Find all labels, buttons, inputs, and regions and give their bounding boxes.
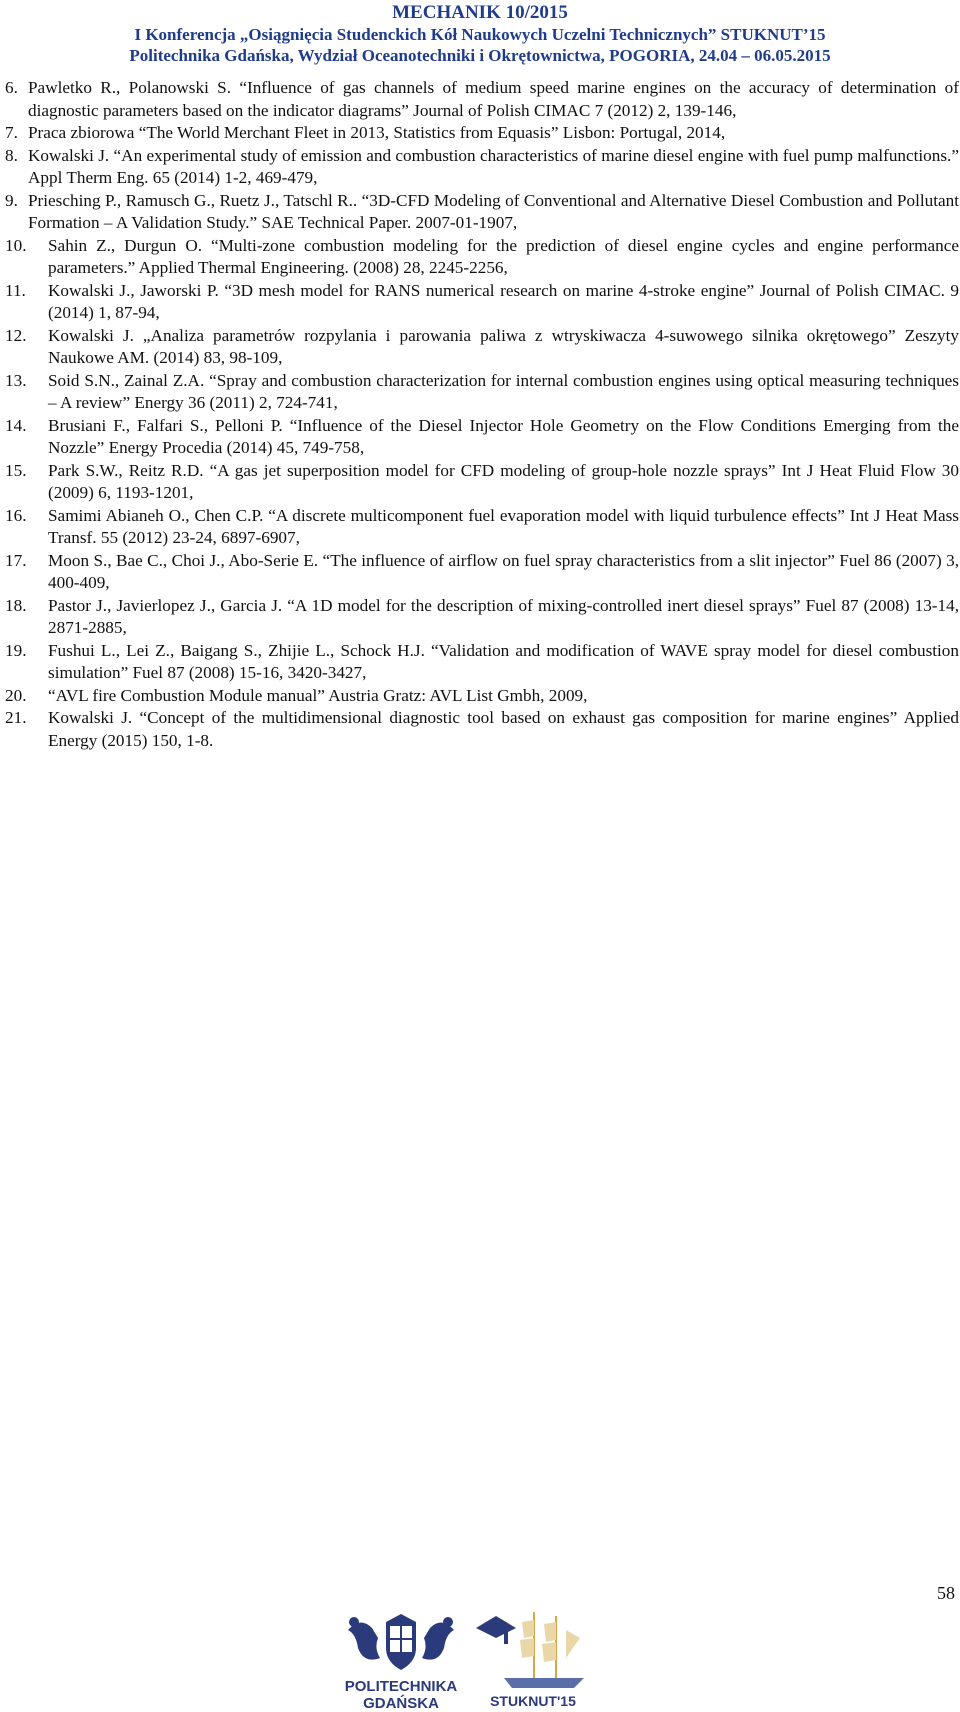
reference-text: Samimi Abianeh O., Chen C.P. “A discrete multicomponent fuel evaporation model with liquid turbulence effects” Int J Heat Mass Transf. 55 (2012) 23-24, 6897-6907, [48,505,959,547]
reference-text: Kowalski J., Jaworski P. “3D mesh model for RANS numerical research on marine 4-stroke engine” Journal of Polish CIMAC. 9 (2014) 1, 87-94, [48,280,959,322]
politechnika-gdanska-logo [332,1608,470,1712]
reference-item [5,685,959,708]
conference-venue: Politechnika Gdańska, Wydział Oceanotechniki i Okrętownictwa, POGORIA, 24.04 – 06.05.2015 [129,46,831,65]
reference-text: Park S.W., Reitz R.D. “A gas jet superposition model for CFD modeling of group-hole nozzle sprays” Int J Heat Fluid Flow 30 (2009) 6, 1193-1201, [48,460,959,502]
reference-number: 11. [5,280,26,300]
reference-number: 9. [5,190,18,210]
reference-number: 19. [5,640,27,660]
reference-text: Sahin Z., Durgun O. “Multi-zone combustion modeling for the prediction of diesel engine cycles and engine performance parameters.” Applied Thermal Engineering. (2008) 28, 2245-2256, [48,235,959,277]
reference-number: 18. [5,595,27,615]
reference-number: 13. [5,370,27,390]
reference-number: 7. [5,123,18,142]
conference-name: I Konferencja „Osiągnięcia Studenckich Kół Naukowych Uczelni Technicznych” STUKNUT’15 [134,25,826,44]
reference-number: 10. [5,235,27,255]
reference-item [5,370,959,415]
reference-text: “AVL fire Combustion Module manual” Austria Gratz: AVL List Gmbh, 2009, [48,685,588,705]
reference-number: 17. [5,550,27,570]
pg-emblem-icon [332,1608,470,1678]
reference-item [5,415,959,460]
reference-item [5,707,959,752]
reference-item [5,325,959,370]
page-header [0,2,960,66]
reference-item [5,235,959,280]
stuknut-logo [474,1608,592,1712]
reference-item [5,190,959,235]
reference-text: Pawletko R., Polanowski S. “Influence of gas channels of medium speed marine engines on the accuracy of determination of diagnostic parameters based on the indicator diagrams” Journal of Polish CIMAC 7 (2012) 2, 139-146, [28,78,959,120]
reference-item [5,505,959,550]
pg-logo-line1: POLITECHNIKA [344,1678,458,1695]
reference-number: 14. [5,415,27,435]
reference-number: 21. [5,708,27,727]
pg-logo-line2: GDAŃSKA [363,1695,439,1712]
journal-title: MECHANIK 10/2015 [392,2,568,23]
reference-item [5,595,959,640]
reference-text: Pastor J., Javierlopez J., Garcia J. “A 1D model for the description of mixing-controlled inert diesel sprays” Fuel 87 (2008) 13-14, 2871-2885, [48,595,959,637]
reference-item [5,550,959,595]
reference-text: Brusiani F., Falfari S., Pelloni P. “Influence of the Diesel Injector Hole Geometry on the Flow Conditions Emerging from the Nozzle” Energy Procedia (2014) 45, 749-758, [48,415,959,457]
ship-sails-icon [474,1608,592,1692]
reference-item [5,640,959,685]
reference-item [5,460,959,505]
reference-list [5,77,959,752]
reference-number: 16. [5,505,27,525]
reference-item [5,280,959,325]
reference-item [5,122,959,145]
reference-item [5,77,959,122]
reference-text: Kowalski J. “An experimental study of emission and combustion characteristics of marine diesel engine with fuel pump malfunctions.” Appl Therm Eng. 65 (2014) 1-2, 469-479, [28,145,959,187]
reference-text: Fushui L., Lei Z., Baigang S., Zhijie L., Schock H.J. “Validation and modification of WAVE spray model for diesel combustion simulation” Fuel 87 (2008) 15-16, 3420-3427, [48,640,959,682]
reference-text: Praca zbiorowa “The World Merchant Fleet in 2013, Statistics from Equasis” Lisbon: Portugal, 2014, [28,123,726,142]
reference-number: 12. [5,325,27,345]
reference-number: 8. [5,145,18,165]
reference-text: Kowalski J. “Concept of the multidimensional diagnostic tool based on exhaust gas composition for marine engines” Applied Energy (2015) 150, 1-8. [48,708,959,750]
reference-item [5,145,959,190]
reference-text: Priesching P., Ramusch G., Ruetz J., Tatschl R.. “3D-CFD Modeling of Conventional and Alternative Diesel Combustion and Pollutant Formation – A Validation Study.” SAE Technical Paper. 2007-01-1907, [28,190,959,232]
reference-number: 15. [5,460,27,480]
reference-text: Soid S.N., Zainal Z.A. “Spray and combustion characterization for internal combustion engines using optical measuring techniques – A review” Energy 36 (2011) 2, 724-741, [48,370,959,412]
footer-logos [332,1608,592,1712]
reference-number: 20. [5,685,27,705]
reference-text: Moon S., Bae C., Choi J., Abo-Serie E. “The influence of airflow on fuel spray characteristics from a slit injector” Fuel 86 (2007) 3, 400-409, [48,550,959,592]
reference-number: 6. [5,78,18,97]
reference-text: Kowalski J. „Analiza parametrów rozpylania i parowania paliwa z wtryskiwacza 4-suwowego silnika okrętowego” Zeszyty Naukowe AM. (2014) 83, 98-109, [48,325,959,367]
page-number: 58 [937,1583,955,1603]
stuknut-logo-text: STUKNUT'15 [490,1693,576,1709]
